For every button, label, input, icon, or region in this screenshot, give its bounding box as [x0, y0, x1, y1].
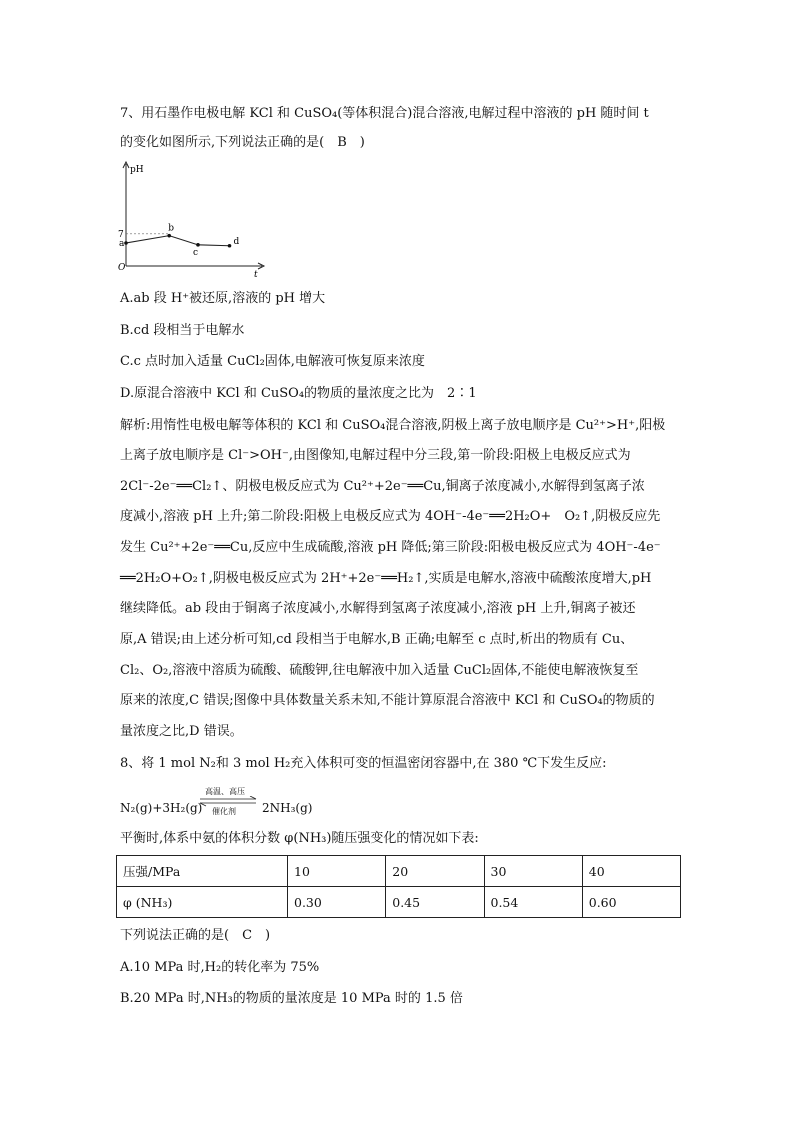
- point-label-d: d: [233, 236, 240, 247]
- q7-option-a: A.ab 段 H⁺被还原,溶液的 pH 增大: [120, 291, 326, 306]
- q7-analysis-line10: 原来的浓度,C 错误;图像中具体数量关系未知,不能计算原混合溶液中 KCl 和 CuSO₄的物质的: [120, 693, 655, 708]
- table-cell: 压强/MPa: [117, 856, 288, 887]
- table-cell: 10: [288, 856, 386, 887]
- table-cell: 30: [484, 856, 582, 887]
- table-cell: 40: [582, 856, 680, 887]
- table-cell: 0.60: [582, 887, 680, 918]
- point-label-c: c: [193, 247, 199, 258]
- point-label-b: b: [168, 223, 174, 234]
- q7-analysis-line4: 度减小,溶液 pH 上升;第二阶段:阳极上电极反应式为 4OH⁻-4e⁻══2H₂O+ O₂↑,阴极反应先: [120, 509, 661, 524]
- q7-stem-line2: 的变化如图所示,下列说法正确的是( B ): [120, 135, 365, 150]
- table-cell: 0.30: [288, 887, 386, 918]
- q7-analysis-line1: 解析:用惰性电极电解等体积的 KCl 和 CuSO₄混合溶液,阴极上离子放电顺序是 Cu²⁺>H⁺,阳极: [120, 418, 666, 433]
- q7-stem-line1: 7、用石墨作电极电解 KCl 和 CuSO₄(等体积混合)混合溶液,电解过程中溶液的 pH 随时间 t: [120, 106, 649, 121]
- q7-analysis-line11: 量浓度之比,D 错误。: [120, 724, 243, 739]
- table-cell: φ (NH₃): [117, 887, 288, 918]
- q7-analysis-line2: 上离子放电顺序是 Cl⁻>OH⁻,由图像知,电解过程中分三段,第一阶段:阳极上电极反应式为: [120, 448, 631, 463]
- q8-question: 下列说法正确的是( C ): [120, 928, 271, 943]
- pressure-table: [116, 855, 681, 918]
- table-cell: 0.54: [484, 887, 582, 918]
- table-cell: 20: [386, 856, 484, 887]
- q7-analysis-line9: Cl₂、O₂,溶液中溶质为硫酸、硫酸钾,往电解液中加入适量 CuCl₂固体,不能使电解液恢复至: [120, 663, 639, 678]
- data-point-b: [167, 234, 171, 238]
- q7-option-c: C.c 点时加入适量 CuCl₂固体,电解液可恢复原来浓度: [120, 354, 425, 369]
- q8-equation-right: 2NH₃(g): [262, 801, 313, 815]
- q8-option-b: B.20 MPa 时,NH₃的物质的量浓度是 10 MPa 时的 1.5 倍: [120, 991, 463, 1006]
- q7-analysis-line3: 2Cl⁻-2e⁻══Cl₂↑、阴极电极反应式为 Cu²⁺+2e⁻══Cu,铜离子浓度减小,水解得到氢离子浓: [120, 479, 645, 494]
- q7-option-b: B.cd 段相当于电解水: [120, 323, 245, 338]
- data-point-c: [196, 243, 200, 247]
- tick-label-7: 7: [118, 229, 124, 240]
- q8-stem-line1: 8、将 1 mol N₂和 3 mol H₂充入体积可变的恒温密闭容器中,在 380 ℃下发生反应:: [120, 756, 607, 771]
- q7-analysis-line5: 发生 Cu²⁺+2e⁻══Cu,反应中生成硫酸,溶液 pH 降低;第三阶段:阳极电极反应式为 4OH⁻-4e⁻: [120, 540, 661, 555]
- point-label-a: a: [119, 239, 125, 249]
- y-axis-label: pH: [130, 165, 144, 175]
- q7-analysis-line8: 原,A 错误;由上述分析可知,cd 段相当于电解水,B 正确;电解至 c 点时,析出的物质有 Cu、: [120, 632, 634, 647]
- ph-time-chart: [112, 158, 272, 283]
- data-point-d: [228, 244, 232, 248]
- q8-table-intro: 平衡时,体系中氨的体积分数 φ(NH₃)随压强变化的情况如下表:: [120, 831, 479, 846]
- ph-series-line: [126, 236, 230, 246]
- q8-condition-top: 高温、高压: [205, 787, 245, 796]
- x-axis-label: t: [254, 270, 258, 280]
- q7-option-d: D.原混合溶液中 KCl 和 CuSO₄的物质的量浓度之比为 2∶1: [120, 386, 477, 401]
- data-point-a: [124, 241, 128, 245]
- table-row: [117, 887, 681, 918]
- q8-option-a: A.10 MPa 时,H₂的转化率为 75%: [120, 960, 320, 975]
- q8-condition-bottom: 催化剂: [212, 807, 236, 816]
- q7-analysis-line7: 继续降低。ab 段由于铜离子浓度减小,水解得到氢离子浓度减小,溶液 pH 上升,铜离子被还: [120, 601, 636, 616]
- table-row: [117, 856, 681, 887]
- q8-equation-left: N₂(g)+3H₂(g): [120, 801, 203, 815]
- table-cell: 0.45: [386, 887, 484, 918]
- origin-label: O: [118, 263, 126, 273]
- q7-analysis-line6: ══2H₂O+O₂↑,阴极电极反应式为 2H⁺+2e⁻══H₂↑,实质是电解水,溶液中硫酸浓度增大,pH: [120, 571, 652, 586]
